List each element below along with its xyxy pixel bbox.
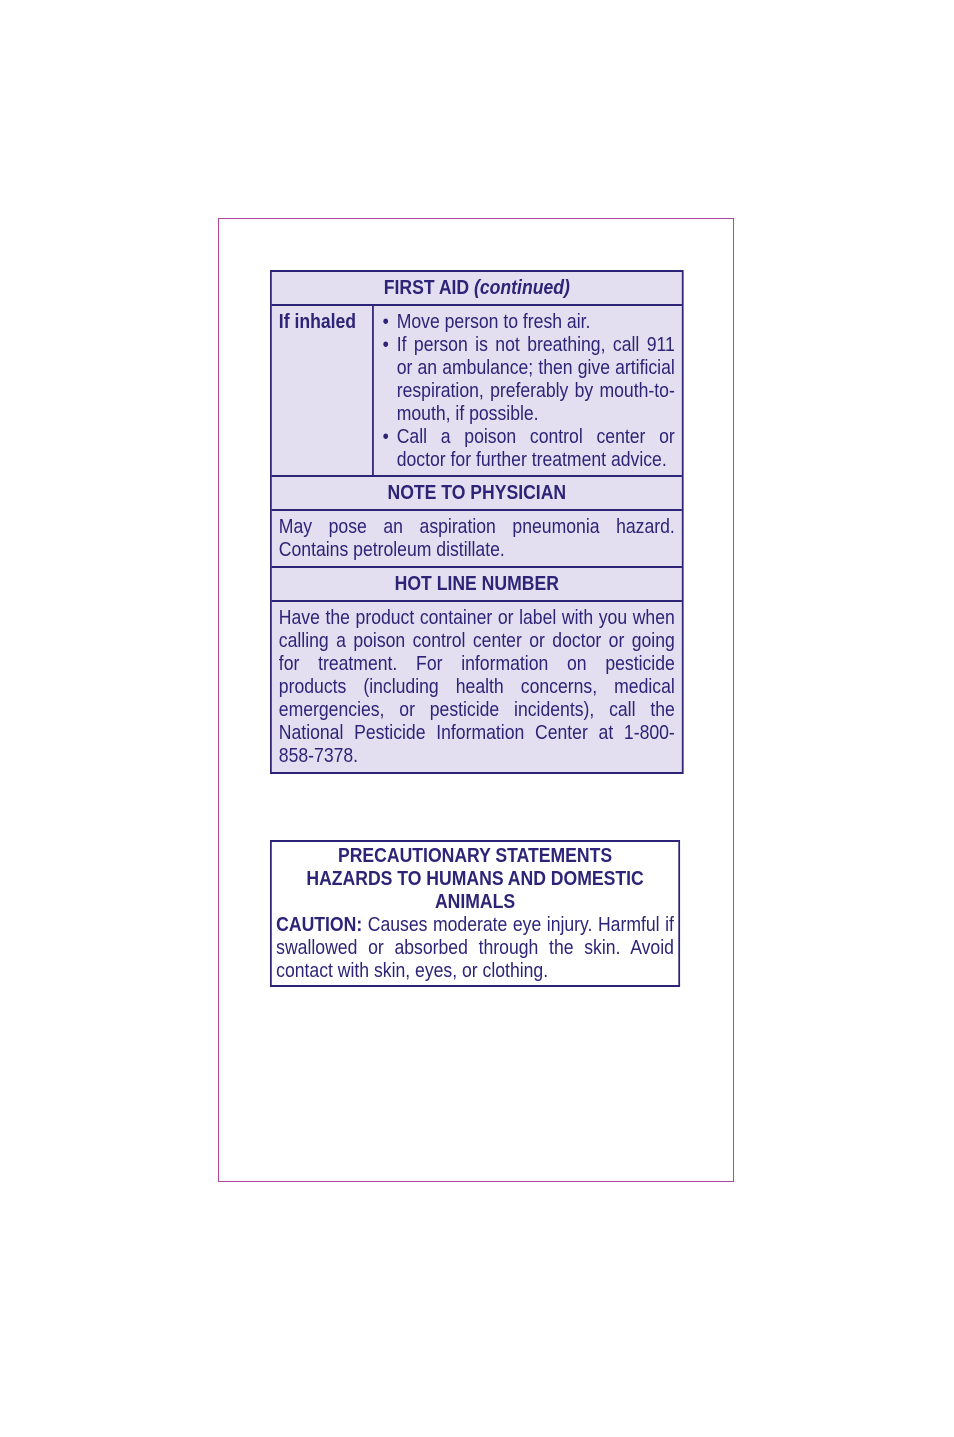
- caution-label: CAUTION:: [276, 914, 363, 936]
- precautionary-statements-panel: [270, 840, 680, 987]
- first-aid-title: FIRST AID: [383, 277, 470, 299]
- list-item: [383, 426, 675, 472]
- bullet-icon: •: [382, 426, 389, 448]
- if-inhaled-label: If inhaled: [272, 306, 374, 475]
- bullet-icon: •: [382, 311, 389, 333]
- list-item: [383, 311, 675, 334]
- bullet-text: If person is not breathing, call 911 or an ambulance; then give artificial respiration, preferably by mouth-to-mouth, if possible.: [396, 334, 675, 425]
- if-inhaled-row: [272, 306, 682, 477]
- bullet-text: Move person to fresh air.: [396, 311, 591, 333]
- first-aid-panel: [270, 270, 684, 774]
- caution-statement: [276, 914, 674, 983]
- if-inhaled-instructions: [374, 306, 682, 475]
- first-aid-continued: (continued): [474, 277, 570, 299]
- hot-line-text: Have the product container or label with you when calling a poison control center or doctor or going for treatment. For information on pesticide products (including health concerns, medical emergencies, or pesticide incidents), call the National Pesticide Information Center at 1-800-858-7378.: [278, 607, 675, 767]
- bullet-text: Call a poison control center or doctor for further treatment advice.: [396, 426, 675, 471]
- first-aid-header: [272, 272, 682, 306]
- note-to-physician-text: May pose an aspiration pneumonia hazard. Contains petroleum distillate.: [272, 511, 682, 568]
- note-to-physician-header: NOTE TO PHYSICIAN: [272, 477, 682, 511]
- bullet-icon: •: [382, 334, 389, 356]
- precautionary-title: PRECAUTIONARY STATEMENTS: [337, 845, 613, 867]
- hazards-title: HAZARDS TO HUMANS AND DOMESTIC ANIMALS: [306, 868, 644, 913]
- hot-line-header: HOT LINE NUMBER: [272, 568, 682, 602]
- caution-text: Causes moderate eye injury. Harmful if swallowed or absorbed through the skin. Avoid contact with skin, eyes, or clothing.: [276, 914, 674, 982]
- list-item: [383, 334, 675, 426]
